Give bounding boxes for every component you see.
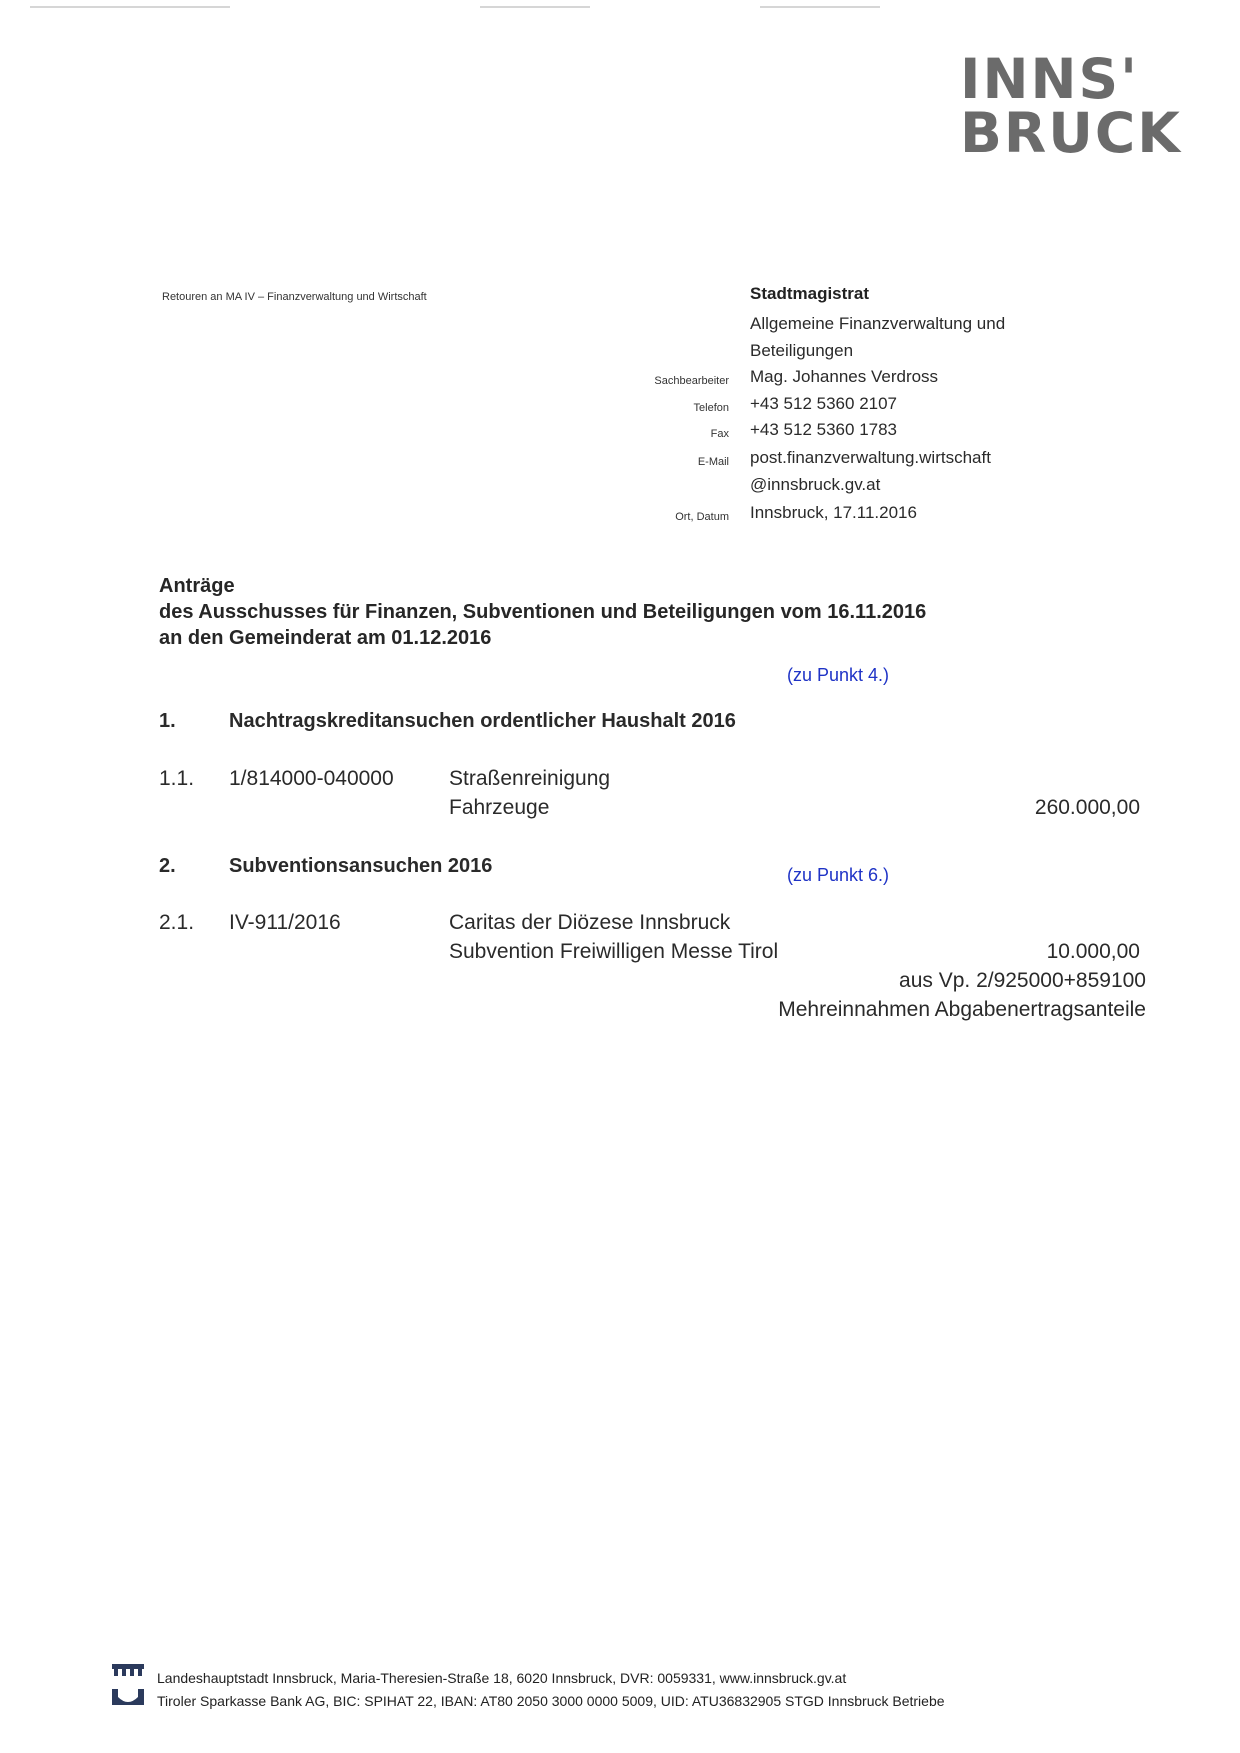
place-date-label: Ort, Datum: [675, 511, 729, 523]
item-2-1-funding-line1: aus Vp. 2/925000+859100: [899, 969, 1146, 992]
section-2-note: (zu Punkt 6.): [787, 865, 890, 885]
item-2-1-funding-line2: Mehreinnahmen Abgabenertragsanteile: [778, 998, 1146, 1021]
item-2-1-amount: 10.000,00: [1046, 940, 1140, 963]
item-2-1-number: 2.1.: [159, 911, 195, 934]
logo-line-2: BRUCK: [960, 101, 1182, 165]
item-2-1-code: IV-911/2016: [229, 911, 341, 934]
email-line2: @innsbruck.gv.at: [750, 475, 881, 494]
item-2-1-desc-line1: Caritas der Diözese Innsbruck: [449, 911, 731, 934]
logo-line-1: INNS': [960, 47, 1139, 111]
doc-title-line2: des Ausschusses für Finanzen, Subventionen und Beteiligungen vom 16.11.2016: [159, 601, 927, 623]
fax-number: +43 512 5360 1783: [750, 420, 898, 439]
sender-department-line1: Allgemeine Finanzverwaltung und: [750, 314, 1006, 333]
email-label: E-Mail: [697, 456, 729, 468]
scan-artifact: [30, 6, 230, 8]
section-1-number: 1.: [159, 710, 176, 732]
item-1-1-desc-line2: Fahrzeuge: [449, 796, 550, 819]
footer-bank: Tiroler Sparkasse Bank AG, BIC: SPIHAT 22, IBAN: AT80 2050 3000 0000 5009, UID: ATU36832905 STGD Innsbruck Betriebe: [157, 1693, 945, 1709]
section-2-number: 2.: [159, 855, 176, 877]
return-address: Retouren an MA IV – Finanzverwaltung und Wirtschaft: [162, 291, 427, 303]
place-date: Innsbruck, 17.11.2016: [750, 503, 917, 522]
section-1-note: (zu Punkt 4.): [787, 665, 890, 685]
sender-department-line2: Beteiligungen: [750, 341, 854, 360]
doc-title-line3: an den Gemeinderat am 01.12.2016: [159, 627, 492, 649]
item-2-1-desc-line2: Subvention Freiwilligen Messe Tirol: [449, 940, 779, 963]
section-2-title: Subventionsansuchen 2016: [229, 855, 493, 877]
scan-artifact: [480, 6, 590, 8]
contact-person-label: Sachbearbeiter: [654, 375, 729, 387]
innsbruck-logo: [960, 47, 1190, 165]
footer-address: Landeshauptstadt Innsbruck, Maria-Theresien-Straße 18, 6020 Innsbruck, DVR: 0059331, www.innsbruck.gv.at: [157, 1670, 847, 1686]
scan-artifact: [760, 6, 880, 8]
fax-label: Fax: [710, 428, 729, 440]
item-1-1-number: 1.1.: [159, 767, 195, 790]
doc-title-line1: Anträge: [159, 575, 235, 597]
phone-number: +43 512 5360 2107: [750, 394, 898, 413]
section-1-title: Nachtragskreditansuchen ordentlicher Haushalt 2016: [229, 710, 736, 732]
contact-person: Mag. Johannes Verdross: [750, 367, 939, 386]
item-1-1-desc-line1: Straßenreinigung: [449, 767, 611, 790]
phone-label: Telefon: [693, 402, 729, 414]
item-1-1-amount: 260.000,00: [1034, 796, 1140, 819]
email-line1: post.finanzverwaltung.wirtschaft: [750, 448, 991, 467]
sender-heading: Stadtmagistrat: [750, 284, 870, 303]
innsbruck-bridge-icon: [110, 1685, 146, 1715]
item-1-1-code: 1/814000-040000: [229, 767, 394, 790]
